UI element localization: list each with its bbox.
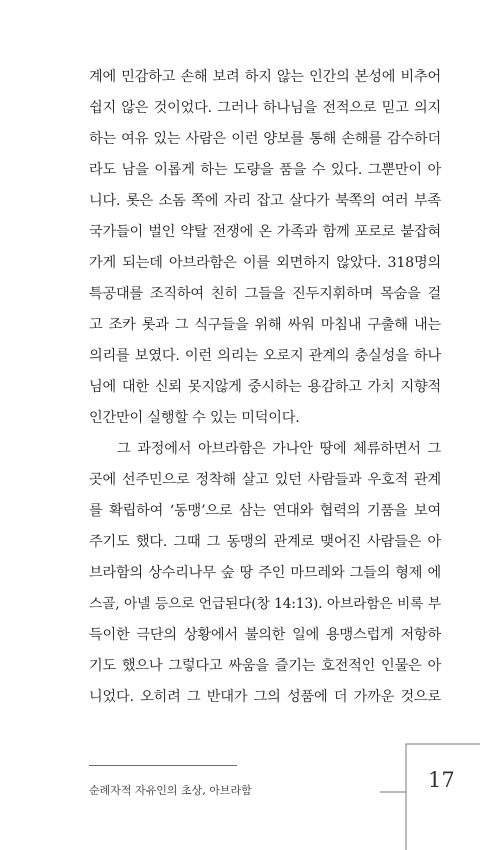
footer-divider (89, 765, 237, 766)
running-title: 순례자적 자유인의 초상, 아브라함 (89, 784, 252, 797)
text-line: 인간만이 실행할 수 있는 미덕이다. (89, 410, 300, 426)
text-line: 가게 되는데 아브라함은 이를 외면하지 않았다. 318명의 (89, 255, 441, 271)
text-line: 니었다. 오히려 그 반대가 그의 성품에 더 가까운 것으로 (89, 689, 441, 705)
text-line: 주기도 했다. 그때 그 동맹의 관계로 맺어진 사람들은 아 (89, 534, 441, 550)
text-line: 기도 했으나 그렇다고 싸움을 즐기는 호전적인 인물은 아 (89, 658, 441, 674)
text-line: 하는 여유 있는 사람은 이런 양보를 통해 손해를 감수하더 (89, 131, 441, 147)
text-line: 라도 남을 이롭게 하는 도량을 품을 수 있다. 그뿐만이 아 (89, 162, 441, 178)
text-line: 국가들이 벌인 약탈 전쟁에 온 가족과 함께 포로로 붙잡혀 (89, 224, 441, 240)
text-line: 니다. 롯은 소돔 쪽에 자리 잡고 살다가 북쪽의 여러 부족 (89, 193, 441, 209)
text-line: 를 확립하여 ‘동맹’으로 삼는 연대와 협력의 기품을 보여 (89, 503, 441, 519)
text-line: 곳에 선주민으로 정착해 살고 있던 사람들과 우호적 관계 (89, 472, 441, 488)
text-line: 님에 대한 신뢰 못지않게 중시하는 용감하고 가치 지향적 (89, 379, 441, 395)
page-number: 17 (428, 768, 455, 792)
text-line: 스골, 아넬 등으로 언급된다(창 14:13). 아브라함은 비록 부 (89, 596, 441, 612)
body-text (89, 62, 441, 713)
text-line: 쉽지 않은 것이었다. 그러나 하나님을 전적으로 믿고 의지 (89, 100, 441, 116)
text-line: 브라함의 상수리나무 숲 땅 주인 마므레와 그들의 형제 에 (89, 565, 441, 581)
text-line: 계에 민감하고 손해 보려 하지 않는 인간의 본성에 비추어 (89, 69, 441, 85)
text-line: 특공대를 조직하여 친히 그들을 진두지휘하며 목숨을 걸 (89, 286, 441, 302)
text-line: 고 조카 롯과 그 식구들을 위해 싸워 마침내 구출해 내는 (89, 317, 441, 333)
text-line: 득이한 극단의 상황에서 불의한 일에 용맹스럽게 저항하 (89, 627, 441, 643)
corner-ornament (380, 736, 480, 850)
text-line: 그 과정에서 아브라함은 가나안 땅에 체류하면서 그 (117, 441, 441, 457)
text-line: 의리를 보였다. 이런 의리는 오로지 관계의 충실성을 하나 (89, 348, 441, 364)
